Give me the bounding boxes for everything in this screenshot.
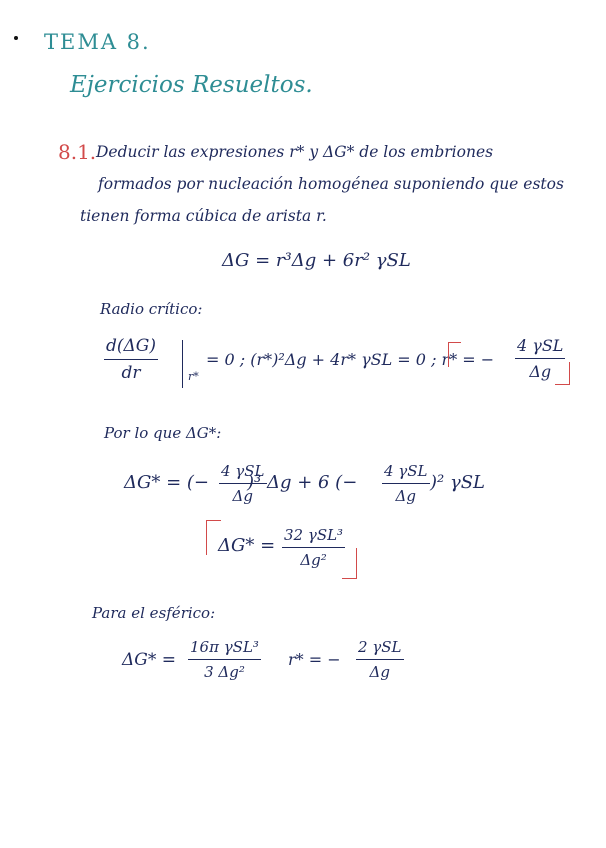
deltag-star-lhs: ΔG* = (− [124, 472, 210, 493]
radio-critico-label: Radio crítico: [100, 300, 203, 318]
result-lhs: ΔG* = [218, 535, 276, 556]
substitution-fraction-2 [382, 462, 430, 505]
fraction-bar [282, 547, 345, 548]
exercise-number: 8.1. [58, 140, 97, 164]
fraction-numerator: 4 γSL [221, 462, 265, 480]
evaluation-point: r* [188, 370, 199, 383]
result-denominator: Δg² [300, 551, 327, 570]
rstar-denominator: Δg [529, 362, 552, 382]
result-box-mark [448, 342, 461, 367]
derivative-numerator: d(ΔG) [106, 336, 157, 356]
fraction-bar [104, 359, 158, 360]
fraction-numerator: 2 γSL [358, 638, 402, 656]
substitution-tail: )² γSL [430, 472, 486, 493]
rstar-numerator: 4 γSL [517, 336, 564, 355]
statement-line-1: Deducir las expresiones r* y ΔG* de los embriones [96, 143, 494, 161]
result-box-mark [342, 548, 357, 579]
fraction-bar [382, 483, 430, 484]
fraction-denominator: Δg [369, 663, 390, 682]
evaluation-bar [182, 340, 183, 388]
fraction-denominator: Δg [232, 487, 253, 506]
statement-line-3: tienen forma cúbica de arista r. [80, 207, 327, 225]
fraction-denominator: Δg [395, 487, 416, 506]
por-lo-que-label: Por lo que ΔG*: [104, 424, 222, 442]
bullet-dot [14, 36, 18, 40]
fraction-denominator: 3 Δg² [204, 663, 245, 682]
page-title: TEMA 8. [44, 30, 151, 54]
fraction-numerator: 16π γSL³ [190, 638, 259, 656]
esferico-deltag-lhs: ΔG* = [122, 650, 177, 670]
fraction-numerator: 4 γSL [384, 462, 428, 480]
fraction-bar [515, 358, 565, 359]
derivative-solution: = 0 ; (r*)²Δg + 4r* γSL = 0 ; r* = − [206, 350, 495, 369]
fraction-bar [356, 659, 404, 660]
result-box-mark [206, 520, 221, 555]
statement-line-2: formados por nucleación homogénea suponiendo que estos [98, 175, 564, 193]
substitution-middle: )³ Δg + 6 (− [247, 472, 358, 493]
result-fraction [282, 526, 345, 569]
esferico-rstar-lhs: r* = − [288, 650, 341, 669]
main-equation: ΔG = r³Δg + 6r² γSL [222, 250, 411, 271]
esferico-rstar-fraction [356, 638, 404, 681]
derivative-denominator: dr [121, 363, 141, 384]
derivative-fraction [104, 336, 158, 383]
fraction-bar [188, 659, 261, 660]
esferico-deltag-fraction [188, 638, 261, 681]
result-box-mark [555, 362, 570, 385]
result-numerator: 32 γSL³ [284, 526, 344, 544]
esferico-label: Para el esférico: [92, 604, 216, 622]
page-subtitle: Ejercicios Resueltos. [70, 72, 313, 98]
